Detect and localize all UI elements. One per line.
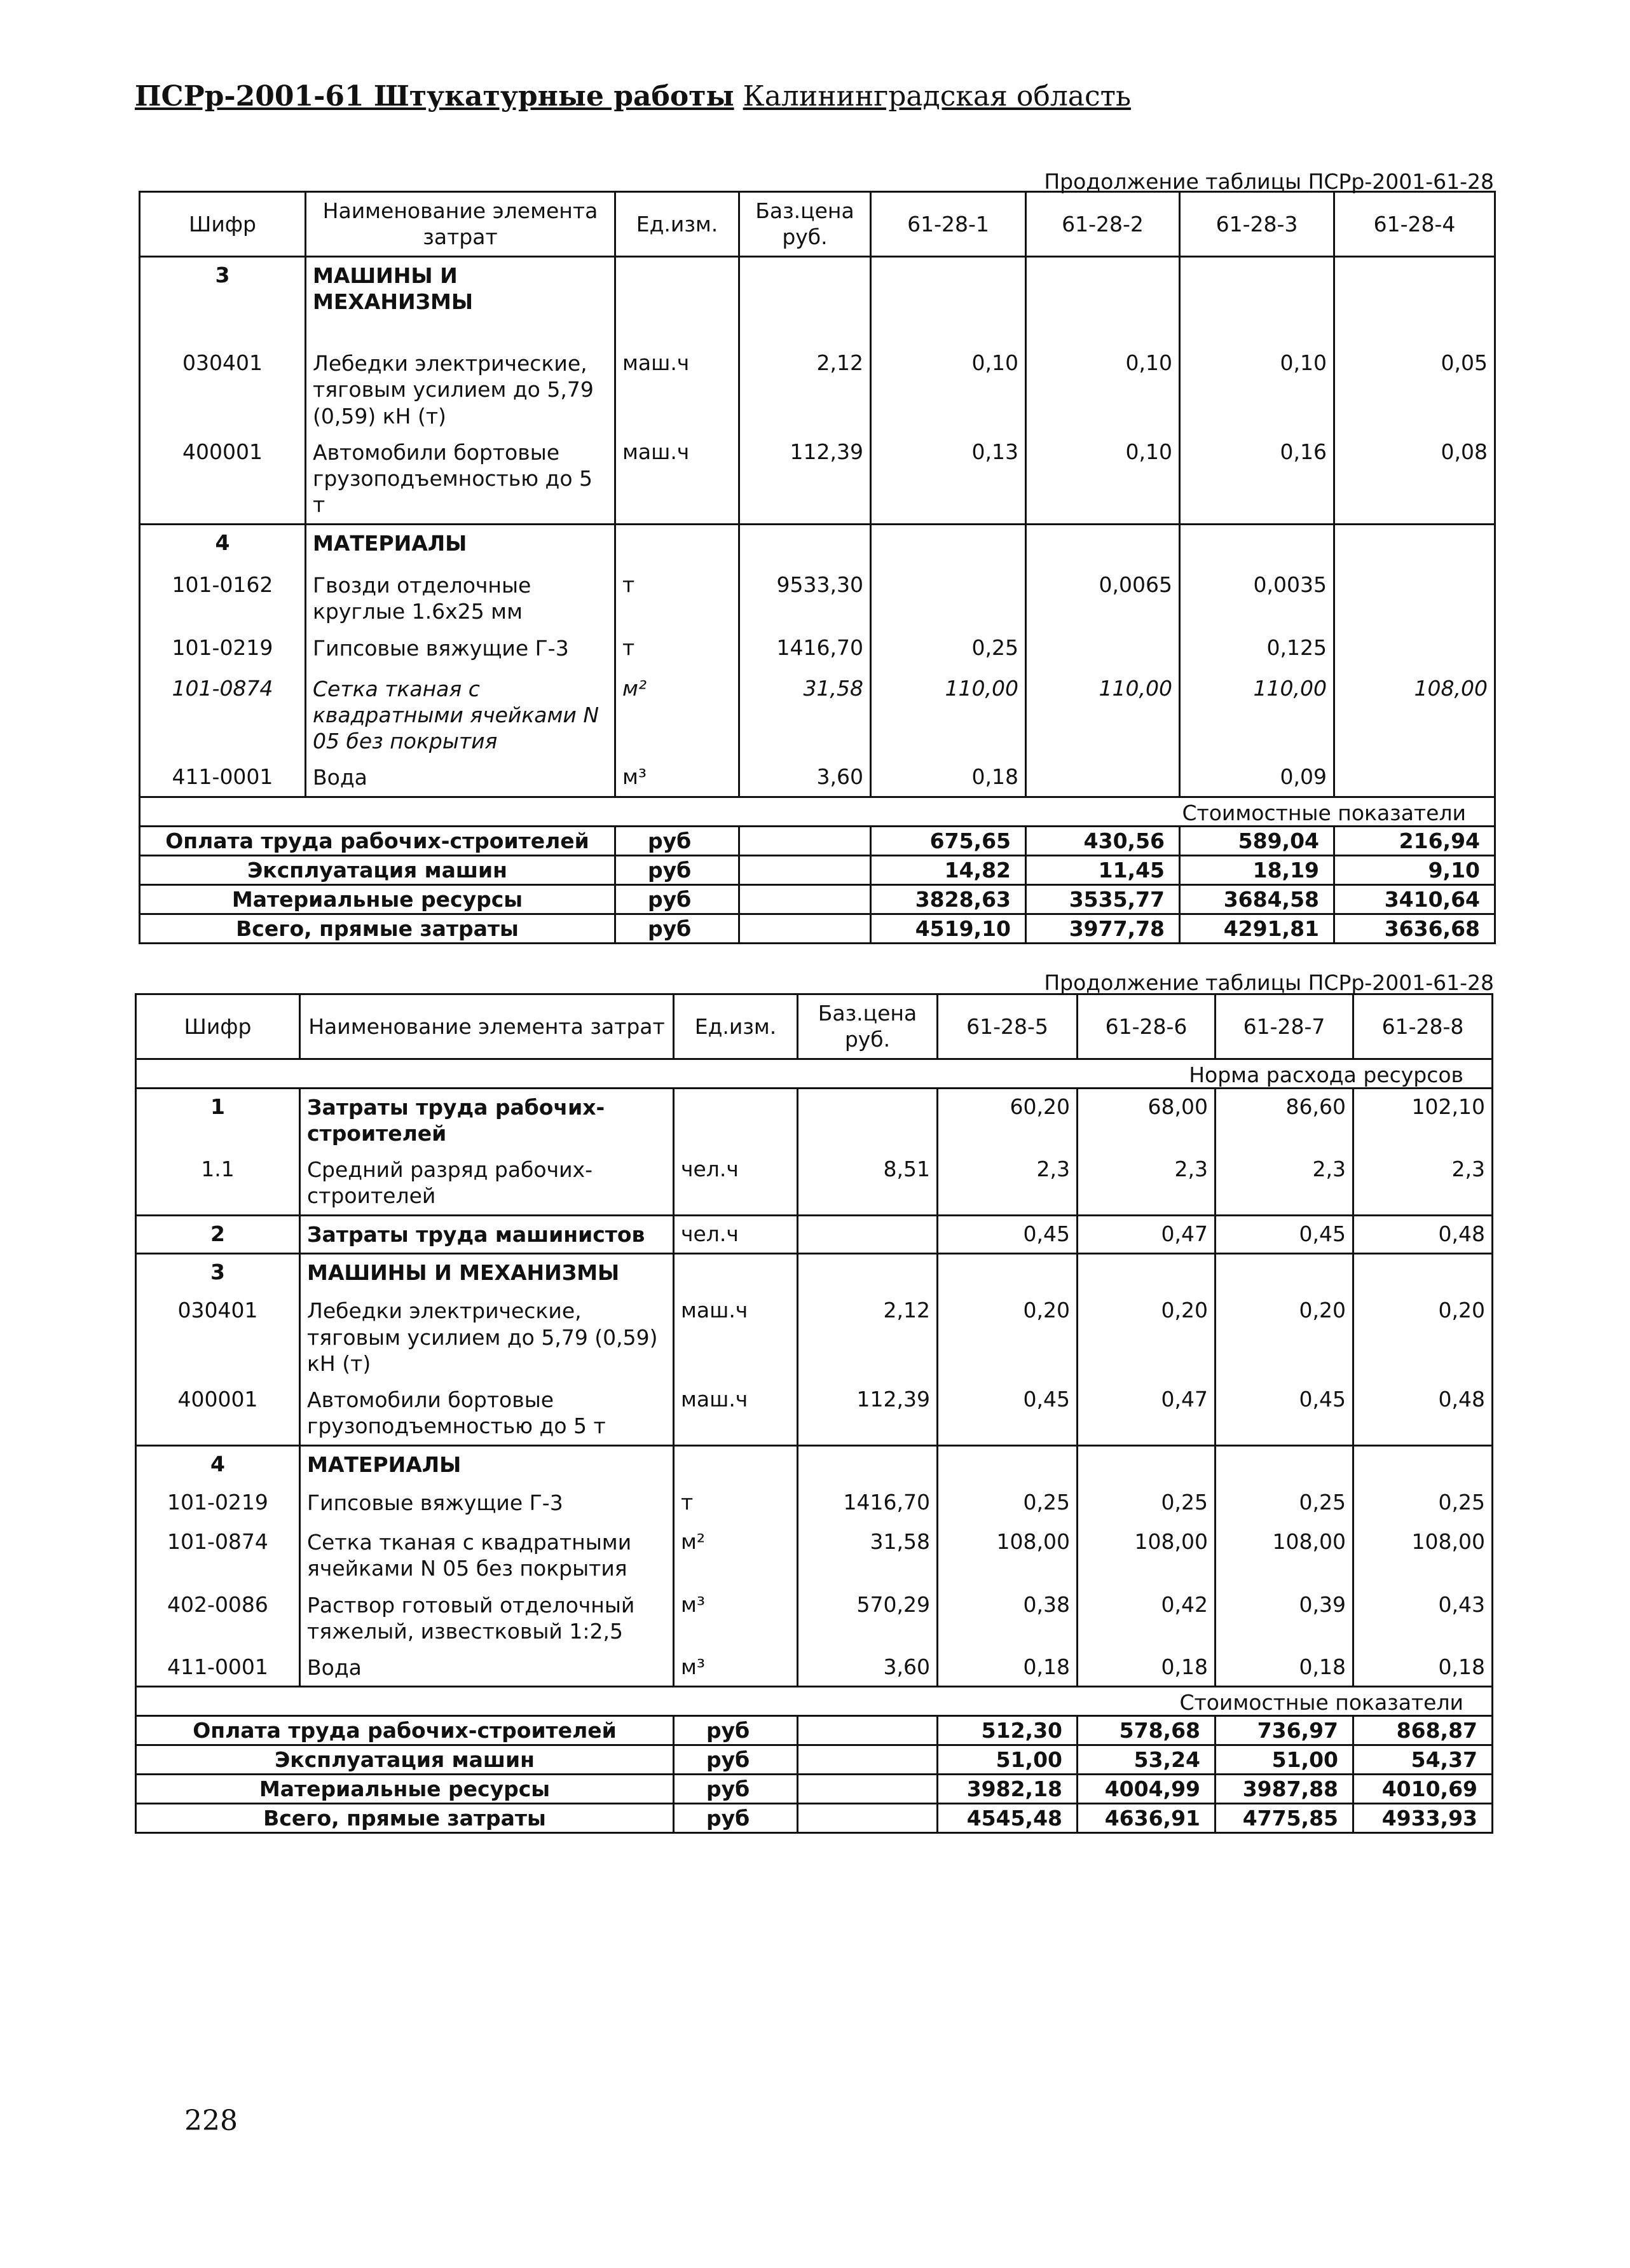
- table2-header-row: [136, 994, 1493, 1059]
- col-header: Баз.цена руб.: [798, 994, 938, 1059]
- cost-value: 216,94: [1334, 826, 1495, 855]
- cell-code: 402-0086: [136, 1587, 300, 1650]
- cell-value: 0,45: [1216, 1215, 1353, 1253]
- cell-unit: [615, 524, 739, 567]
- table-row: [136, 1445, 1493, 1485]
- cost-unit: руб: [615, 826, 739, 855]
- cost-label: Эксплуатация машин: [140, 855, 615, 884]
- cell-name: Гвозди отделочные круглые 1.6х25 мм: [306, 567, 615, 630]
- cell-unit: маш.ч: [615, 434, 739, 524]
- cost-label-row: [140, 797, 1495, 826]
- cell-value: 0,43: [1353, 1587, 1493, 1650]
- cost-value: 3987,88: [1216, 1775, 1353, 1804]
- cost-label-row: [136, 1687, 1493, 1716]
- cell-price: 31,58: [739, 671, 871, 760]
- cost-label: Материальные ресурсы: [136, 1775, 674, 1804]
- cost-unit: руб: [674, 1716, 798, 1745]
- cell-value: 0,10: [1026, 345, 1180, 434]
- cell-code: 2: [136, 1215, 300, 1253]
- cell-value: 86,60: [1216, 1088, 1353, 1151]
- cost-value: 4636,91: [1078, 1804, 1216, 1833]
- table1-caption: Продолжение таблицы ПСРр-2001-61-28: [1044, 169, 1494, 194]
- col-header: Наименование элемента затрат: [306, 192, 615, 257]
- cell-unit: маш.ч: [615, 345, 739, 434]
- cell-name: МАШИНЫ И МЕХАНИЗМЫ: [300, 1253, 674, 1293]
- cell-value: 0,18: [1216, 1649, 1353, 1687]
- norm-label: Норма расхода ресурсов: [136, 1059, 1493, 1088]
- cell-unit: [674, 1253, 798, 1293]
- cell-name: МАШИНЫ И МЕХАНИЗМЫ: [306, 256, 615, 345]
- cell-value: 0,10: [871, 345, 1026, 434]
- cell-value: 0,10: [1180, 345, 1334, 434]
- cost-value: 4291,81: [1180, 914, 1334, 943]
- cell-name: Автомобили бортовые грузоподъемностью до 5 т: [300, 1382, 674, 1445]
- cell-value: 2,3: [1216, 1151, 1353, 1215]
- cell-price: 2,12: [739, 345, 871, 434]
- cell-value: [1078, 1445, 1216, 1485]
- cost-value: 3828,63: [871, 884, 1026, 914]
- cell-value: [938, 1445, 1078, 1485]
- cell-price: 2,12: [798, 1293, 938, 1382]
- cell-price: 112,39: [739, 434, 871, 524]
- page-number: 228: [184, 2105, 238, 2137]
- cell-value: 102,10: [1353, 1088, 1493, 1151]
- cell-name: Вода: [306, 759, 615, 797]
- page-header: [135, 81, 1131, 112]
- cell-unit: чел.ч: [674, 1151, 798, 1215]
- cell-value: 0,20: [1353, 1293, 1493, 1382]
- cell-name: Лебедки электрические, тяговым усилием до 5,79 (0,59) кН (т): [300, 1293, 674, 1382]
- cost-unit: руб: [674, 1745, 798, 1775]
- cell-value: 108,00: [1334, 671, 1495, 760]
- cell-value: 0,39: [1216, 1587, 1353, 1650]
- cost-value: 3684,58: [1180, 884, 1334, 914]
- cell-name: Затраты труда машинистов: [300, 1215, 674, 1253]
- cost-value: 51,00: [938, 1745, 1078, 1775]
- table-row: [136, 1293, 1493, 1382]
- cost-value: 675,65: [871, 826, 1026, 855]
- cost-value: 430,56: [1026, 826, 1180, 855]
- cell-name: Вода: [300, 1649, 674, 1687]
- cost-value: 736,97: [1216, 1716, 1353, 1745]
- cost-value: 14,82: [871, 855, 1026, 884]
- resource-table-2: [135, 993, 1493, 1834]
- table-row: [140, 434, 1495, 524]
- cell-price: [798, 1445, 938, 1485]
- norm-label-row: [136, 1059, 1493, 1088]
- cell-value: [1216, 1445, 1353, 1485]
- cell-code: 411-0001: [140, 759, 306, 797]
- cell-name: Автомобили бортовые грузоподъемностью до 5 т: [306, 434, 615, 524]
- cell-value: [1353, 1445, 1493, 1485]
- table-row: [136, 1485, 1493, 1524]
- cell-code: 4: [136, 1445, 300, 1485]
- cell-value: 0,20: [1078, 1293, 1216, 1382]
- cell-price: 1416,70: [739, 630, 871, 671]
- cell-value: 2,3: [1353, 1151, 1493, 1215]
- cell-value: 0,18: [1078, 1649, 1216, 1687]
- cost-label: Всего, прямые затраты: [140, 914, 615, 943]
- cell-unit: [674, 1088, 798, 1151]
- col-header: 61-28-7: [1216, 994, 1353, 1059]
- table-row: [140, 671, 1495, 760]
- cell-value: 0,25: [938, 1485, 1078, 1524]
- cell-value: 0,48: [1353, 1382, 1493, 1445]
- cost-row: [140, 826, 1495, 855]
- cell-value: 108,00: [938, 1524, 1078, 1587]
- cell-value: [1334, 759, 1495, 797]
- cell-value: 0,20: [938, 1293, 1078, 1382]
- cell-value: [1334, 567, 1495, 630]
- cost-value: 4545,48: [938, 1804, 1078, 1833]
- cell-code: 101-0874: [140, 671, 306, 760]
- col-header: 61-28-1: [871, 192, 1026, 257]
- cell-unit: т: [674, 1485, 798, 1524]
- cell-value: 60,20: [938, 1088, 1078, 1151]
- cell-price: [798, 1088, 938, 1151]
- cell-value: 0,25: [1353, 1485, 1493, 1524]
- cell-name: Гипсовые вяжущие Г-3: [306, 630, 615, 671]
- cell-value: 0,18: [938, 1649, 1078, 1687]
- cost-value: 53,24: [1078, 1745, 1216, 1775]
- cell-value: [1353, 1253, 1493, 1293]
- cell-value: 0,47: [1078, 1382, 1216, 1445]
- cell-code: 3: [136, 1253, 300, 1293]
- region-name: Калининградская область: [743, 80, 1131, 113]
- cell-unit: т: [615, 630, 739, 671]
- cell-value: 110,00: [871, 671, 1026, 760]
- cost-value: 3410,64: [1334, 884, 1495, 914]
- cell-value: 0,20: [1216, 1293, 1353, 1382]
- cost-value: 18,19: [1180, 855, 1334, 884]
- cost-blank: [739, 826, 871, 855]
- cell-value: 108,00: [1216, 1524, 1353, 1587]
- cost-label: Всего, прямые затраты: [136, 1804, 674, 1833]
- col-header: Наименование элемента затрат: [300, 994, 674, 1059]
- cell-code: 411-0001: [136, 1649, 300, 1687]
- cell-value: 0,10: [1026, 434, 1180, 524]
- cell-name: Раствор готовый отделочный тяжелый, известковый 1:2,5: [300, 1587, 674, 1650]
- cost-value: 4933,93: [1353, 1804, 1493, 1833]
- cost-blank: [798, 1804, 938, 1833]
- cost-unit: руб: [615, 914, 739, 943]
- cell-value: 68,00: [1078, 1088, 1216, 1151]
- cost-label: Оплата труда рабочих-строителей: [136, 1716, 674, 1745]
- col-header: 61-28-4: [1334, 192, 1495, 257]
- cell-code: 030401: [136, 1293, 300, 1382]
- cell-value: 110,00: [1180, 671, 1334, 760]
- cell-unit: маш.ч: [674, 1293, 798, 1382]
- cell-value: [871, 524, 1026, 567]
- col-header: Шифр: [136, 994, 300, 1059]
- cell-value: 0,08: [1334, 434, 1495, 524]
- cell-value: 0,16: [1180, 434, 1334, 524]
- table-row: [136, 1088, 1493, 1151]
- cell-code: 101-0219: [140, 630, 306, 671]
- table-row: [140, 567, 1495, 630]
- table-row: [140, 524, 1495, 567]
- cell-value: 2,3: [938, 1151, 1078, 1215]
- cell-value: [1334, 524, 1495, 567]
- cost-value: 512,30: [938, 1716, 1078, 1745]
- cell-code: 400001: [140, 434, 306, 524]
- cost-value: 4519,10: [871, 914, 1026, 943]
- cost-blank: [798, 1745, 938, 1775]
- cell-value: 0,45: [938, 1382, 1078, 1445]
- col-header: Шифр: [140, 192, 306, 257]
- cost-blank: [798, 1716, 938, 1745]
- cell-price: 1416,70: [798, 1485, 938, 1524]
- cost-blank: [798, 1775, 938, 1804]
- cost-blank: [739, 914, 871, 943]
- cell-price: 570,29: [798, 1587, 938, 1650]
- cell-unit: [674, 1445, 798, 1485]
- cell-name: МАТЕРИАЛЫ: [300, 1445, 674, 1485]
- cell-unit: чел.ч: [674, 1215, 798, 1253]
- table2-caption: Продолжение таблицы ПСРр-2001-61-28: [1044, 970, 1494, 995]
- cell-name: Сетка тканая с квадратными ячейками N 05 без покрытия: [306, 671, 615, 760]
- cost-row: [136, 1745, 1493, 1775]
- cost-label: Материальные ресурсы: [140, 884, 615, 914]
- cell-price: 3,60: [798, 1649, 938, 1687]
- cell-value: 0,25: [871, 630, 1026, 671]
- cell-price: [739, 524, 871, 567]
- table-row: [136, 1587, 1493, 1650]
- cost-row: [136, 1775, 1493, 1804]
- document-code-title: ПСРр-2001-61 Штукатурные работы: [135, 80, 734, 113]
- cell-name: Затраты труда рабочих-строителей: [300, 1088, 674, 1151]
- table-row: [140, 256, 1495, 345]
- cost-blank: [739, 884, 871, 914]
- cost-value: 4010,69: [1353, 1775, 1493, 1804]
- cell-value: [1026, 759, 1180, 797]
- cell-code: 030401: [140, 345, 306, 434]
- cost-value: 3977,78: [1026, 914, 1180, 943]
- table-row: [140, 630, 1495, 671]
- table-row: [136, 1151, 1493, 1215]
- cell-name: Гипсовые вяжущие Г-3: [300, 1485, 674, 1524]
- cost-value: 9,10: [1334, 855, 1495, 884]
- cell-value: 0,09: [1180, 759, 1334, 797]
- cost-row: [136, 1716, 1493, 1745]
- cell-unit: м³: [615, 759, 739, 797]
- cell-value: 0,38: [938, 1587, 1078, 1650]
- cost-value: 578,68: [1078, 1716, 1216, 1745]
- col-header: 61-28-2: [1026, 192, 1180, 257]
- cell-unit: [615, 256, 739, 345]
- cell-value: [1026, 524, 1180, 567]
- cost-section-label: Стоимостные показатели: [140, 797, 1495, 826]
- cell-code: 1: [136, 1088, 300, 1151]
- cost-unit: руб: [674, 1775, 798, 1804]
- cost-row: [136, 1804, 1493, 1833]
- table-row: [140, 759, 1495, 797]
- cell-value: [1180, 524, 1334, 567]
- cell-price: 3,60: [739, 759, 871, 797]
- cell-name: Средний разряд рабочих-строителей: [300, 1151, 674, 1215]
- cell-value: 0,42: [1078, 1587, 1216, 1650]
- col-header: Ед.изм.: [615, 192, 739, 257]
- cost-value: 3636,68: [1334, 914, 1495, 943]
- col-header: 61-28-8: [1353, 994, 1493, 1059]
- cell-price: 9533,30: [739, 567, 871, 630]
- table-row: [136, 1524, 1493, 1587]
- cell-value: 108,00: [1078, 1524, 1216, 1587]
- cost-row: [140, 884, 1495, 914]
- cell-code: 400001: [136, 1382, 300, 1445]
- cost-value: 54,37: [1353, 1745, 1493, 1775]
- table-row: [136, 1382, 1493, 1445]
- cell-name: Лебедки электрические, тяговым усилием до 5,79 (0,59) кН (т): [306, 345, 615, 434]
- cell-code: 3: [140, 256, 306, 345]
- cell-value: 110,00: [1026, 671, 1180, 760]
- cell-value: [1334, 630, 1495, 671]
- cell-value: 0,0065: [1026, 567, 1180, 630]
- cell-value: [1334, 256, 1495, 345]
- cell-value: 0,25: [1078, 1485, 1216, 1524]
- cost-unit: руб: [615, 884, 739, 914]
- cell-unit: м³: [674, 1649, 798, 1687]
- cell-unit: маш.ч: [674, 1382, 798, 1445]
- col-header: 61-28-5: [938, 994, 1078, 1059]
- cell-price: 112,39: [798, 1382, 938, 1445]
- cell-name: МАТЕРИАЛЫ: [306, 524, 615, 567]
- cell-value: 0,18: [1353, 1649, 1493, 1687]
- cell-value: 0,45: [1216, 1382, 1353, 1445]
- table1-header-row: [140, 192, 1495, 257]
- resource-table-1: [139, 191, 1496, 944]
- cell-value: 108,00: [1353, 1524, 1493, 1587]
- cell-value: 0,0035: [1180, 567, 1334, 630]
- cell-value: 2,3: [1078, 1151, 1216, 1215]
- cost-label: Оплата труда рабочих-строителей: [140, 826, 615, 855]
- cost-row: [140, 855, 1495, 884]
- cell-value: [871, 567, 1026, 630]
- cost-section-label: Стоимостные показатели: [136, 1687, 1493, 1716]
- table-row: [136, 1215, 1493, 1253]
- cost-value: 4775,85: [1216, 1804, 1353, 1833]
- cell-value: 0,13: [871, 434, 1026, 524]
- cell-price: 8,51: [798, 1151, 938, 1215]
- cell-unit: м²: [674, 1524, 798, 1587]
- cost-blank: [739, 855, 871, 884]
- cell-value: 0,48: [1353, 1215, 1493, 1253]
- table-row: [140, 345, 1495, 434]
- cell-price: 31,58: [798, 1524, 938, 1587]
- table-row: [136, 1253, 1493, 1293]
- cell-value: 0,125: [1180, 630, 1334, 671]
- cell-price: [798, 1215, 938, 1253]
- cell-code: 1.1: [136, 1151, 300, 1215]
- col-header: 61-28-3: [1180, 192, 1334, 257]
- cell-code: 4: [140, 524, 306, 567]
- cell-value: 0,18: [871, 759, 1026, 797]
- cost-label: Эксплуатация машин: [136, 1745, 674, 1775]
- cost-unit: руб: [615, 855, 739, 884]
- cell-value: [871, 256, 1026, 345]
- col-header: 61-28-6: [1078, 994, 1216, 1059]
- cell-value: 0,05: [1334, 345, 1495, 434]
- cost-unit: руб: [674, 1804, 798, 1833]
- cost-value: 51,00: [1216, 1745, 1353, 1775]
- cell-value: 0,45: [938, 1215, 1078, 1253]
- cell-name: Сетка тканая с квадратными ячейками N 05 без покрытия: [300, 1524, 674, 1587]
- cell-code: 101-0219: [136, 1485, 300, 1524]
- cell-value: [1026, 630, 1180, 671]
- cell-value: [1078, 1253, 1216, 1293]
- cost-value: 4004,99: [1078, 1775, 1216, 1804]
- table-row: [136, 1649, 1493, 1687]
- cell-price: [739, 256, 871, 345]
- col-header: Ед.изм.: [674, 994, 798, 1059]
- cost-value: 3982,18: [938, 1775, 1078, 1804]
- cell-value: [1026, 256, 1180, 345]
- cell-value: 0,25: [1216, 1485, 1353, 1524]
- cost-row: [140, 914, 1495, 943]
- cost-value: 868,87: [1353, 1716, 1493, 1745]
- cell-value: 0,47: [1078, 1215, 1216, 1253]
- col-header: Баз.цена руб.: [739, 192, 871, 257]
- cost-value: 11,45: [1026, 855, 1180, 884]
- cost-value: 589,04: [1180, 826, 1334, 855]
- cell-code: 101-0162: [140, 567, 306, 630]
- cell-value: [1180, 256, 1334, 345]
- cell-code: 101-0874: [136, 1524, 300, 1587]
- cell-value: [938, 1253, 1078, 1293]
- cell-price: [798, 1253, 938, 1293]
- cell-unit: т: [615, 567, 739, 630]
- cell-unit: м³: [674, 1587, 798, 1650]
- cell-value: [1216, 1253, 1353, 1293]
- cell-unit: м²: [615, 671, 739, 760]
- cost-value: 3535,77: [1026, 884, 1180, 914]
